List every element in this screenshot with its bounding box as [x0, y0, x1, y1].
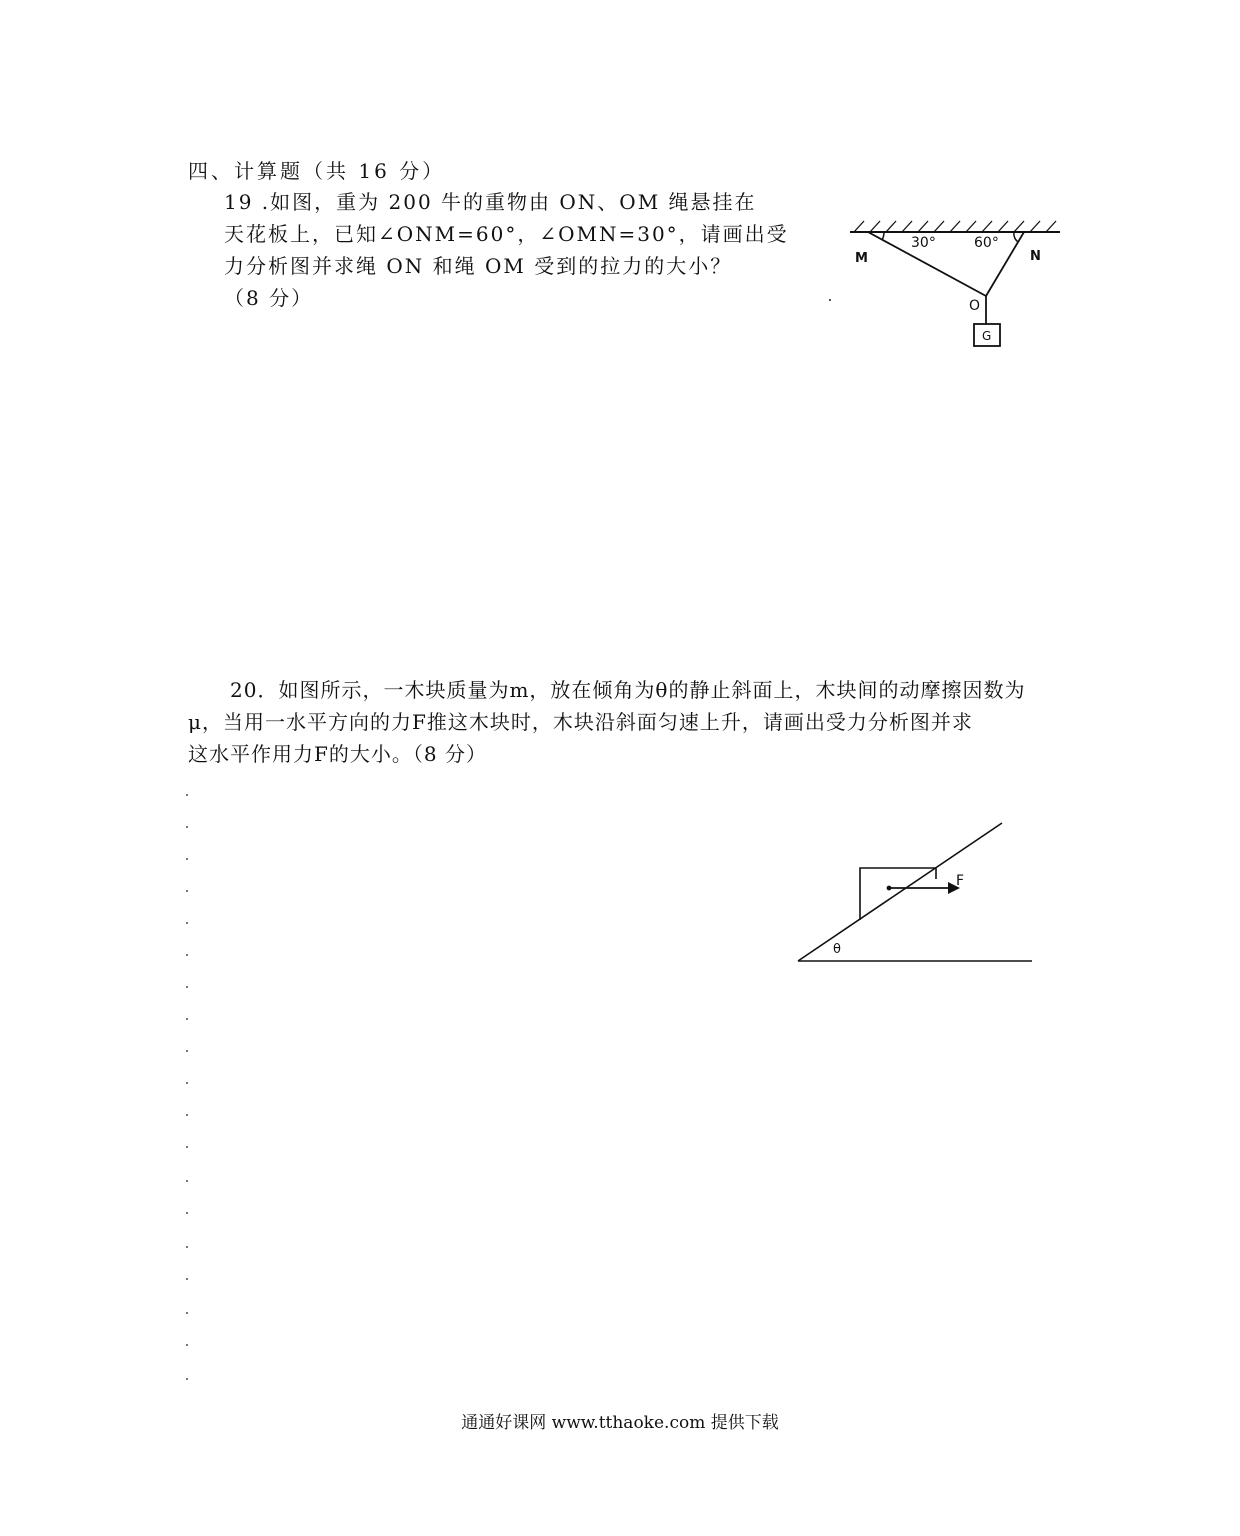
margin-dot	[186, 1018, 188, 1020]
q19-figure	[840, 210, 1070, 355]
margin-dot	[186, 826, 188, 828]
margin-dot	[186, 954, 188, 956]
margin-dot	[186, 1180, 188, 1182]
margin-dot	[186, 1114, 188, 1116]
label-m: M	[855, 251, 868, 266]
question-19	[224, 186, 804, 314]
q19-line-2: 天花板上，已知∠ONM=60°，∠OMN=30°，请画出受	[224, 222, 789, 246]
label-n: N	[1030, 249, 1041, 264]
label-o: O	[969, 298, 981, 314]
margin-dot	[186, 1312, 188, 1314]
label-theta: θ	[833, 942, 841, 957]
q19-line-1: 19 .如图，重为 200 牛的重物由 ON、OM 绳悬挂在	[224, 190, 757, 214]
margin-dot	[186, 890, 188, 892]
label-f: F	[956, 873, 965, 889]
section-title: 四、计算题（共 16 分）	[188, 159, 446, 183]
margin-dot	[186, 1050, 188, 1052]
margin-dot	[186, 1246, 188, 1248]
ceiling-hatch	[854, 221, 1056, 232]
incline-line	[798, 823, 1002, 961]
question-20	[188, 674, 1058, 770]
q20-line-1: 20．如图所示，一木块质量为m，放在倾角为θ的静止斜面上，木块间的动摩擦因数为	[230, 678, 1026, 702]
q20-figure	[790, 815, 1040, 970]
margin-dot	[186, 794, 188, 796]
margin-dot	[186, 858, 188, 860]
margin-dot	[186, 1212, 188, 1214]
margin-dot	[186, 922, 188, 924]
margin-dot	[186, 986, 188, 988]
footer-text: 通通好课网 www.tthaoke.com 提供下载	[461, 1413, 779, 1433]
margin-dot	[186, 1082, 188, 1084]
label-g: G	[982, 329, 992, 343]
angle-arc-n	[1014, 232, 1018, 242]
stray-mark	[829, 299, 831, 301]
margin-dot	[186, 1378, 188, 1380]
q20-line-3: 这水平作用力F的大小。（8 分）	[188, 742, 487, 766]
angle-30-label: 30°	[911, 235, 936, 251]
angle-60-label: 60°	[974, 235, 999, 251]
margin-dot	[186, 1344, 188, 1346]
q19-line-3: 力分析图并求绳 ON 和绳 OM 受到的拉力的大小？	[224, 254, 733, 278]
angle-arc-m	[882, 232, 884, 240]
q20-line-2: μ，当用一水平方向的力F推这木块时，木块沿斜面匀速上升，请画出受力分析图并求	[188, 710, 973, 734]
q19-line-4: （8 分）	[224, 286, 314, 310]
margin-dot	[186, 1146, 188, 1148]
margin-dot	[186, 1278, 188, 1280]
